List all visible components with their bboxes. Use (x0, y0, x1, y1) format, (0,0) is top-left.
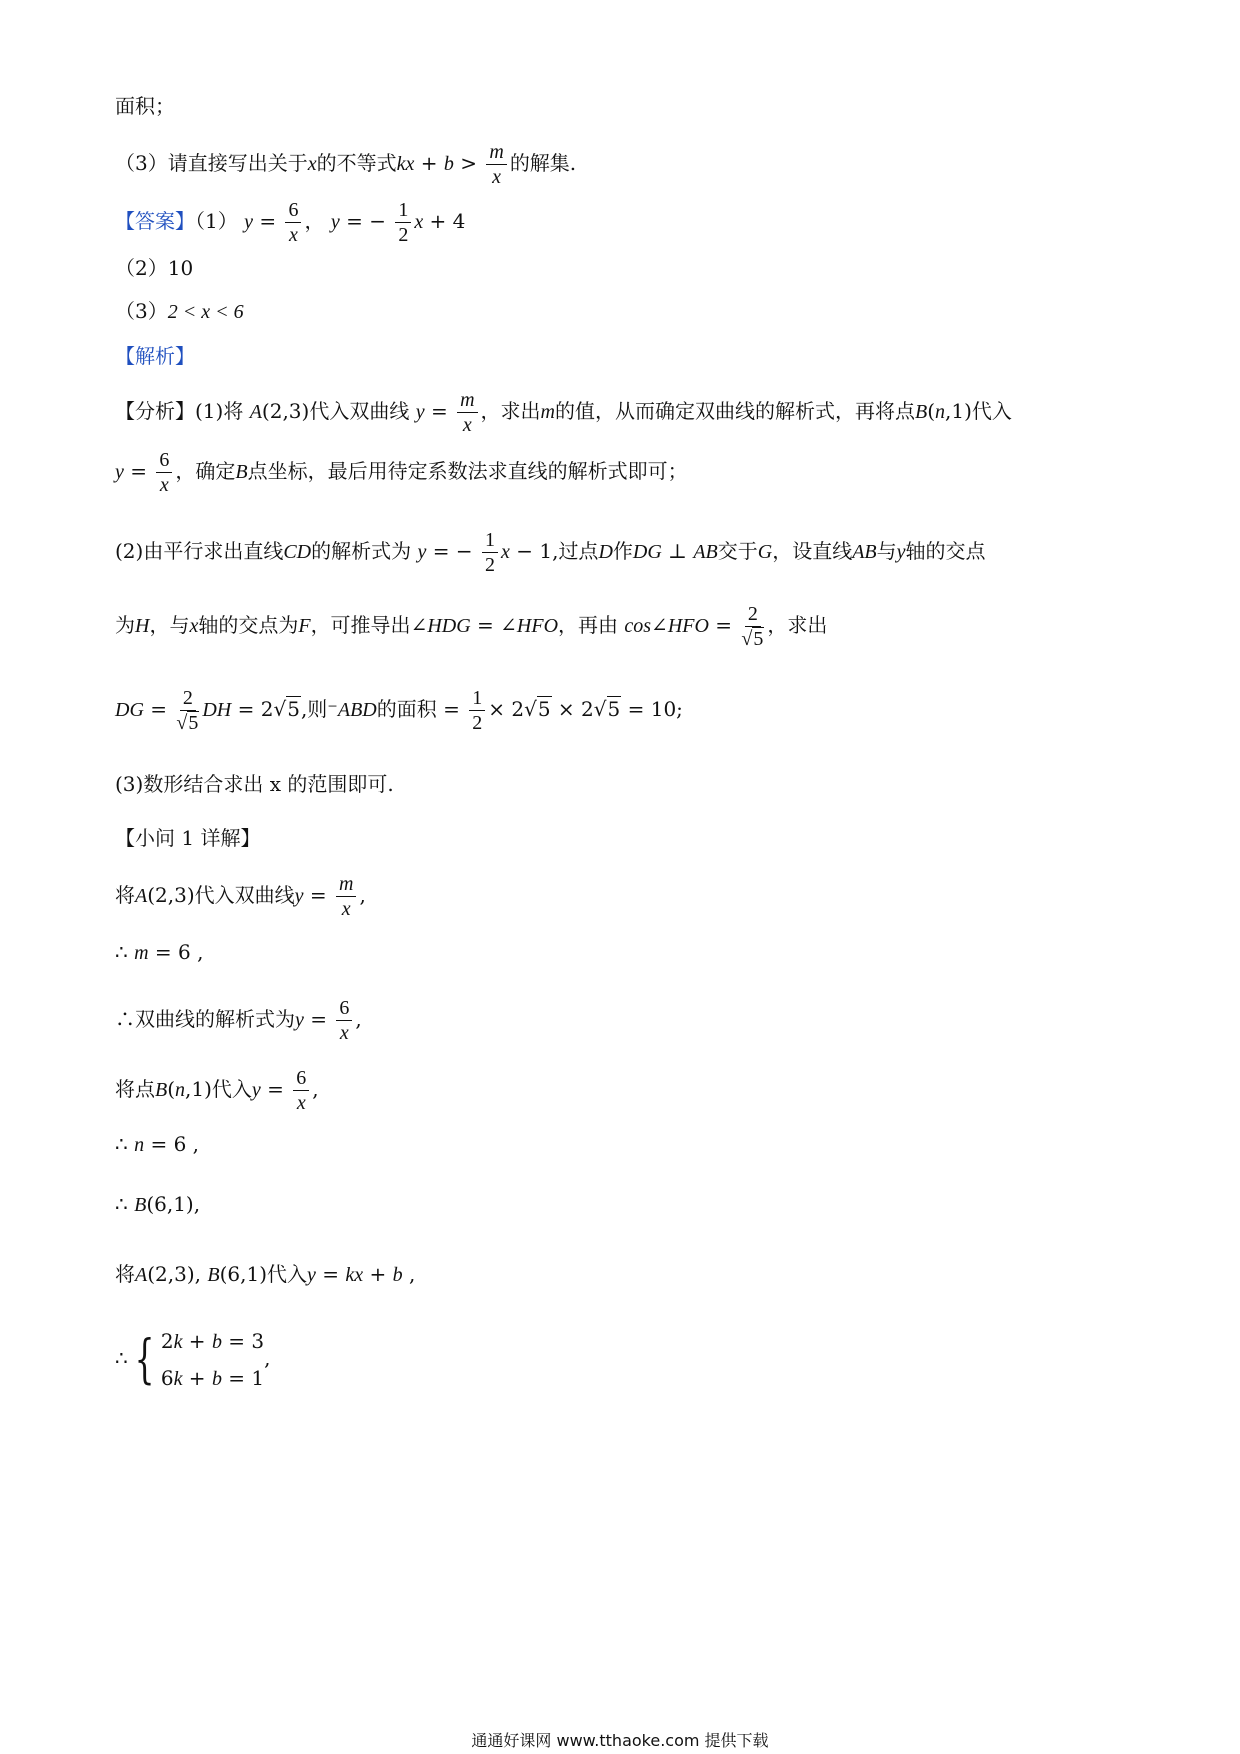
step-4: 将点B(n,1)代入y = $\frac{6}{x}$ , (115, 1067, 319, 1114)
answer-3: （3）2 < x < 6 (115, 299, 244, 323)
analysis-heading: 【解析】 (115, 344, 195, 368)
text-line-area: 面积； (115, 94, 175, 118)
question-3: （3）请直接写出关于x的不等式kx + b > $\frac{m}{x}$ 的解集. (115, 141, 577, 188)
analysis-line-1: 【分析】(1)将 A(2,3)代入双曲线 y = $\frac{m}{x}$ ，求出m的值，从而确定双曲线的解析式，再将点B(n,1)代入 (115, 389, 1012, 436)
analysis-part-2-line-2: 为H，与x轴的交点为F，可推导出∠HDG = ∠HFO，再由 cos∠HFO = $\frac{2}{√5}$ ，求出 (115, 603, 828, 650)
analysis-part-2-line-3: DG = $\frac{2}{√5}$ DH = 2√5,则⁻ABD的面积 = $\frac{1}{2}$ × 2√5 × 2√5 = 10; (115, 687, 683, 734)
step-7: 将A(2,3), B(6,1)代入y = kx + b , (115, 1262, 416, 1286)
step-6: ∴ B(6,1), (115, 1192, 201, 1216)
answer-1: 【答案】（1） y = $\frac{6}{x}$ ， y = − $\frac{1}{2}$ x + 4 (115, 199, 466, 246)
step-8-system: ∴ { 2k + b = 3 6k + b = 1 , (115, 1328, 271, 1390)
footer: 通通好课网 www.tthaoke.com 提供下载 (471, 1731, 769, 1750)
step-1: 将A(2,3)代入双曲线y = $\frac{m}{x}$ , (115, 873, 366, 920)
subquestion-1-heading: 【小问 1 详解】 (115, 826, 261, 850)
step-3: ∴双曲线的解析式为y = $\frac{6}{x}$ , (115, 997, 362, 1044)
analysis-part-3: (3)数形结合求出 x 的范围即可. (115, 772, 394, 796)
analysis-part-2-line-1: (2)由平行求出直线CD的解析式为 y = − $\frac{1}{2}$ x − 1,过点D作DG ⊥ AB交于G，设直线AB与y轴的交点 (115, 529, 986, 576)
step-5: ∴ n = 6 , (115, 1132, 200, 1156)
answer-2: （2）10 (115, 256, 194, 280)
step-2: ∴ m = 6 , (115, 940, 204, 964)
analysis-line-2: y = $\frac{6}{x}$ ，确定B点坐标，最后用待定系数法求直线的解析式即可； (115, 449, 688, 496)
